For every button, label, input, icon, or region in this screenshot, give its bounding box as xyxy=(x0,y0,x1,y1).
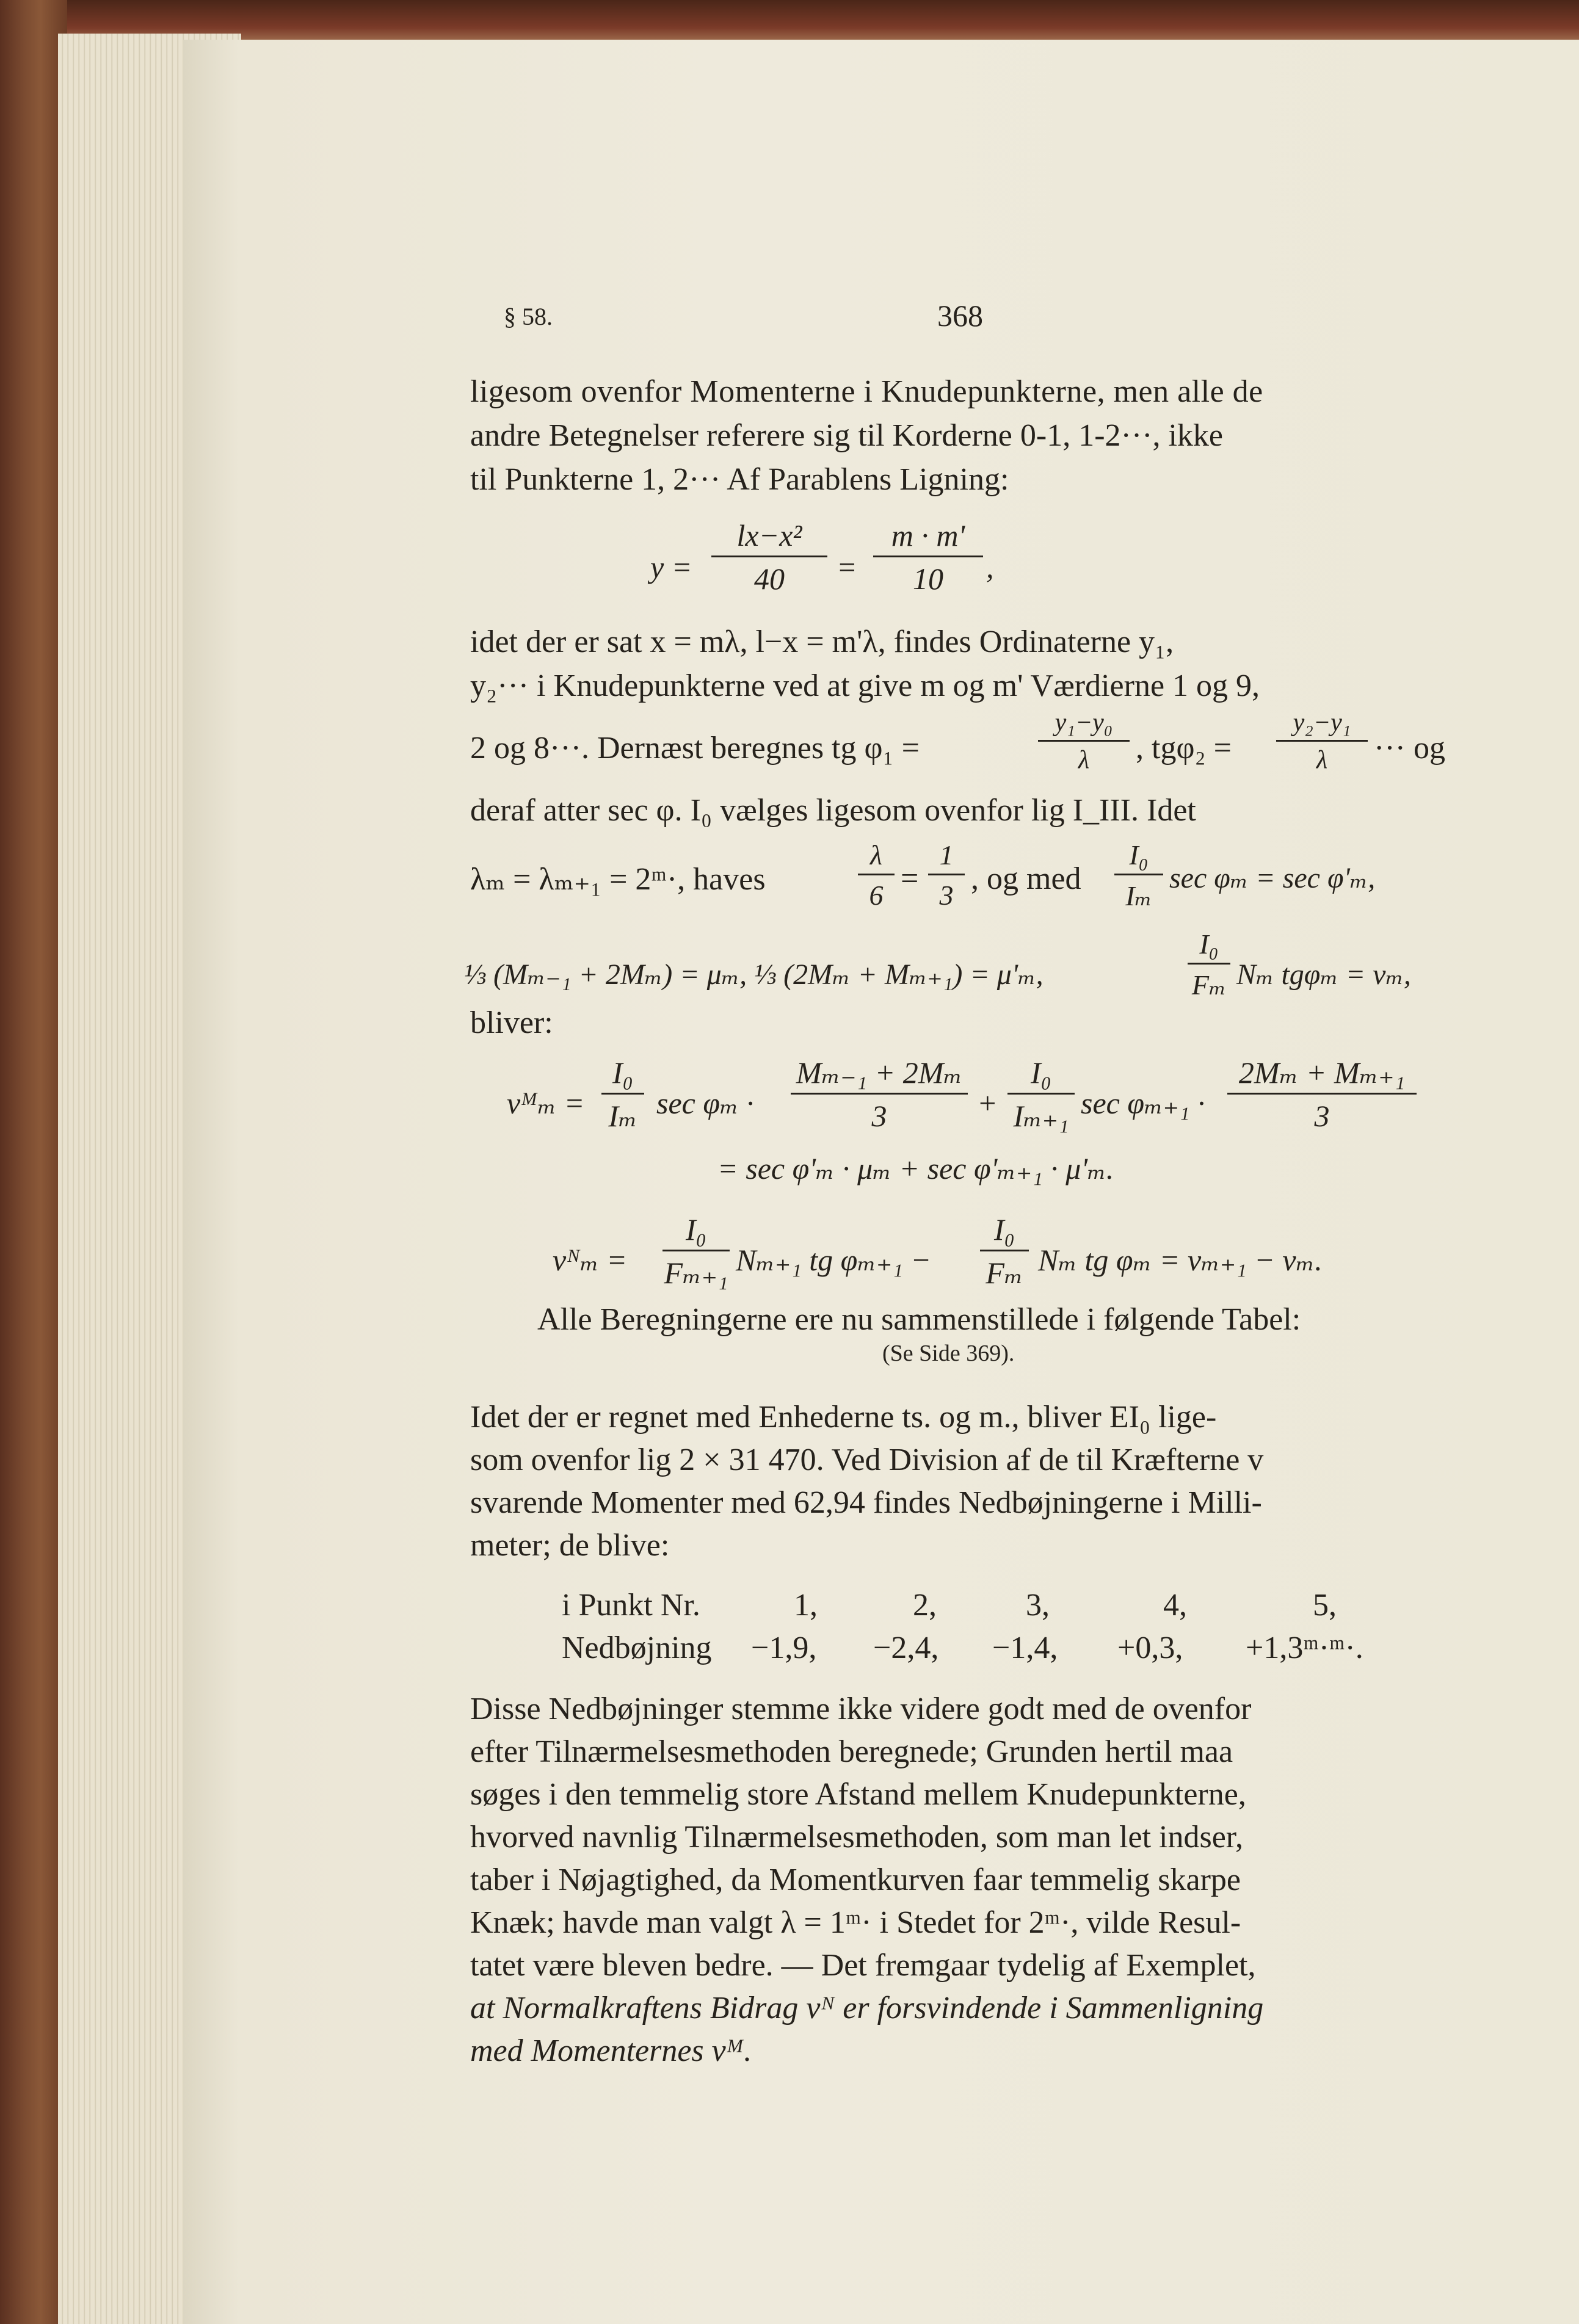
denominator: Iₘ₊₁ xyxy=(1013,1099,1069,1133)
table-cell: 2, xyxy=(913,1588,937,1623)
numerator: Mₘ₋₁ + 2Mₘ xyxy=(791,1055,968,1095)
fraction xyxy=(858,839,895,911)
eq3-lhs: vᴹₘ = xyxy=(507,1086,585,1120)
eq4-lhs: vᴺₘ = xyxy=(553,1243,628,1277)
fraction xyxy=(928,839,965,911)
numerator: I₀ xyxy=(980,1212,1029,1251)
fraction xyxy=(791,1055,968,1134)
text-line: Disse Nedbøjninger stemme ikke videre godt med de ovenfor xyxy=(470,1692,1252,1726)
eq1-lhs: y = xyxy=(650,550,692,584)
numerator: λ xyxy=(858,839,895,875)
text-line: andre Betegnelser referere sig til Korderne 0-1, 1-2···, ikke xyxy=(470,418,1223,453)
fraction xyxy=(1038,708,1130,775)
fraction xyxy=(1114,839,1163,912)
text-line: hvorved navnlig Tilnærmelsesmethoden, som man let indser, xyxy=(470,1820,1244,1855)
text-line: ligesom ovenfor Momenterne i Knudepunkterne, men alle de xyxy=(470,374,1263,409)
denominator: Fₘ xyxy=(1191,969,1227,1001)
text-line: λₘ = λₘ₊₁ = 2ᵐ·, haves xyxy=(470,862,766,897)
eq1-fraction-1 xyxy=(711,518,827,596)
table-cell: 1, xyxy=(794,1588,818,1623)
denominator: 40 xyxy=(754,562,785,596)
fraction xyxy=(980,1212,1029,1291)
text-line: efter Tilnærmelsesmethoden beregnede; Grunden hertil maa xyxy=(470,1734,1233,1769)
denominator: 6 xyxy=(869,880,884,911)
text-line: søges i den temmelig store Afstand mellem Knudepunkterne, xyxy=(470,1777,1246,1812)
denominator: Fₘ xyxy=(986,1256,1023,1290)
summary-line: Alle Beregningerne ere nu sammenstillede i følgende Tabel: xyxy=(537,1302,1301,1337)
table-cell: +1,3ᵐ·ᵐ·. xyxy=(1246,1631,1363,1665)
table-cell: 3, xyxy=(1026,1588,1050,1623)
numerator: I₀ xyxy=(662,1212,730,1251)
text-line: til Punkterne 1, 2··· Af Parablens Ligning: xyxy=(470,462,1009,497)
fraction xyxy=(1227,1055,1417,1134)
text-line: y₂··· i Knudepunkterne ved at give m og m' Værdierne 1 og 9, xyxy=(470,668,1260,703)
denominator: 3 xyxy=(1314,1099,1330,1133)
text-fragment: sec φₘ₊₁ · xyxy=(1081,1086,1205,1120)
text-fragment: = xyxy=(901,861,919,896)
denominator: Iₘ xyxy=(608,1099,637,1133)
text-line: at Normalkraftens Bidrag vᴺ er forsvindende i Sammenligning xyxy=(470,1991,1264,2025)
table-label: i Punkt Nr. xyxy=(562,1588,700,1623)
text-line: tatet være bleven bedre. — Det fremgaar tydelig af Exemplet, xyxy=(470,1948,1256,1983)
text-line: Idet der er regnet med Enhederne ts. og m., bliver EI₀ lige- xyxy=(470,1400,1217,1435)
section-number: § 58. xyxy=(504,303,553,330)
denominator: 3 xyxy=(871,1099,887,1133)
table-cell: −1,9, xyxy=(751,1631,817,1665)
numerator: I₀ xyxy=(1188,928,1230,965)
fraction xyxy=(1007,1055,1075,1134)
page-number: 368 xyxy=(937,299,983,333)
text-fragment: , og med xyxy=(971,861,1081,896)
table-cell: +0,3, xyxy=(1117,1631,1183,1665)
table-cell: −1,4, xyxy=(992,1631,1058,1665)
text-line: idet der er sat x = mλ, l−x = m'λ, findes Ordinaterne y₁, xyxy=(470,624,1174,659)
numerator: I₀ xyxy=(1007,1055,1075,1095)
text-line: svarende Momenter med 62,94 findes Nedbøjningerne i Milli- xyxy=(470,1485,1262,1520)
table-cell: 4, xyxy=(1163,1588,1187,1623)
numerator: m · m' xyxy=(873,518,983,557)
text-line: med Momenternes vᴹ. xyxy=(470,2033,752,2068)
numerator: y₂−y₁ xyxy=(1276,708,1368,742)
denominator: Fₘ₊₁ xyxy=(664,1256,728,1290)
table-cell: −2,4, xyxy=(873,1631,939,1665)
book-edge-left xyxy=(0,0,67,2324)
eq1-fraction-2 xyxy=(873,518,983,596)
fraction xyxy=(1276,708,1368,775)
eq1-equals: = xyxy=(837,550,857,584)
text-line: meter; de blive: xyxy=(470,1528,670,1563)
text-line: taber i Nøjagtighed, da Momentkurven faar temmelig skarpe xyxy=(470,1862,1241,1897)
text-fragment: Nₘ₊₁ tg φₘ₊₁ − xyxy=(736,1243,932,1277)
text-fragment: , tgφ₂ = xyxy=(1136,731,1232,766)
text-fragment: ··· og xyxy=(1374,731,1445,766)
eq2-part2: Nₘ tgφₘ = νₘ, xyxy=(1236,958,1411,991)
denominator: Iₘ xyxy=(1125,880,1152,911)
denominator: 10 xyxy=(913,562,943,596)
eq2-part1: ⅓ (Mₘ₋₁ + 2Mₘ) = μₘ, ⅓ (2Mₘ + Mₘ₊₁) = μ'ₘ, xyxy=(464,958,1044,991)
table-label: Nedbøjning xyxy=(562,1631,712,1665)
denominator: λ xyxy=(1316,746,1328,774)
fraction xyxy=(601,1055,644,1134)
numerator: 1 xyxy=(928,839,965,875)
denominator: λ xyxy=(1078,746,1090,774)
text-line: Knæk; havde man valgt λ = 1ᵐ· i Stedet for 2ᵐ·, vilde Resul- xyxy=(470,1905,1241,1940)
numerator: 2Mₘ + Mₘ₊₁ xyxy=(1227,1055,1417,1095)
text-line: bliver: xyxy=(470,1005,553,1040)
text-line: 2 og 8···. Dernæst beregnes tg φ₁ = xyxy=(470,731,920,766)
table-reference: (Se Side 369). xyxy=(882,1341,1015,1366)
numerator: I₀ xyxy=(601,1055,644,1095)
numerator: y₁−y₀ xyxy=(1038,708,1130,742)
table-cell: 5, xyxy=(1313,1588,1337,1623)
text-line: som ovenfor lig 2 × 31 470. Ved Division af de til Kræfterne v xyxy=(470,1443,1264,1477)
text-line: deraf atter sec φ. I₀ vælges ligesom ovenfor lig I_III. Idet xyxy=(470,793,1196,828)
fraction xyxy=(662,1212,730,1291)
text-fragment: sec φₘ = sec φ'ₘ, xyxy=(1169,862,1376,894)
eq1-tail: , xyxy=(986,550,994,584)
text-fragment: + xyxy=(977,1086,998,1120)
numerator: I₀ xyxy=(1114,839,1163,875)
eq2-fraction xyxy=(1188,928,1230,1001)
numerator: lx−x² xyxy=(711,518,827,557)
denominator: 3 xyxy=(939,880,954,911)
text-fragment: Nₘ tg φₘ = νₘ₊₁ − νₘ. xyxy=(1038,1243,1323,1277)
eq3-line2: = sec φ'ₘ · μₘ + sec φ'ₘ₊₁ · μ'ₘ. xyxy=(717,1151,1114,1186)
text-fragment: sec φₘ · xyxy=(656,1086,754,1120)
